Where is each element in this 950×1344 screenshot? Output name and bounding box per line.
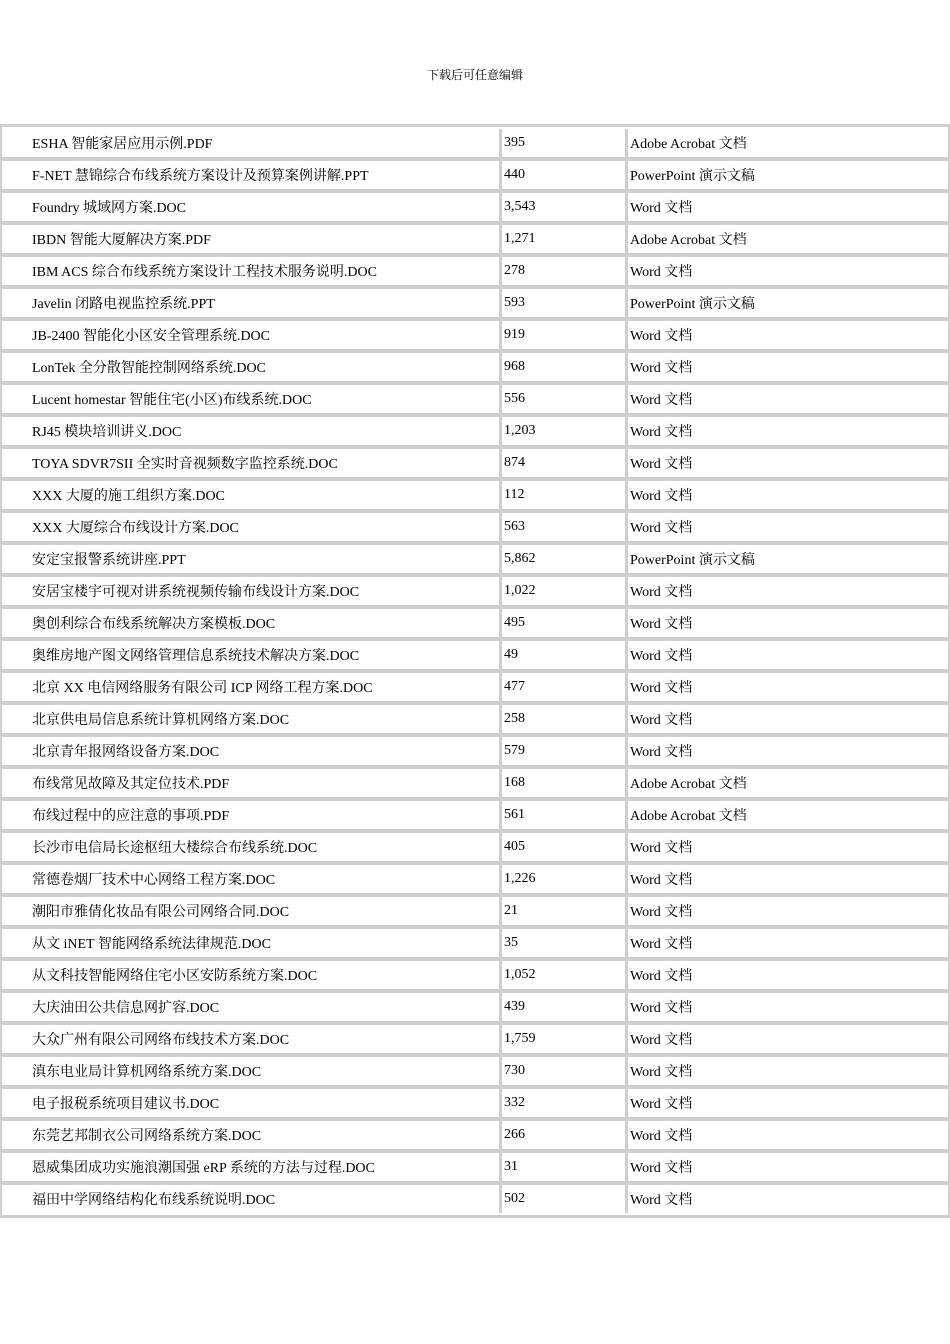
file-name-cell: 滇东电业局计算机网络系统方案.DOC [2,1057,502,1089]
file-type-cell: Word 文档 [628,321,948,353]
table-row [2,929,948,961]
table-row [2,769,948,801]
table-row [2,257,948,289]
file-type-cell: Adobe Acrobat 文档 [628,225,948,257]
file-name-cell: Lucent homestar 智能住宅(小区)布线系统.DOC [2,385,502,417]
table-row [2,833,948,865]
table-row [2,449,948,481]
table-row [2,801,948,833]
file-type-cell: Adobe Acrobat 文档 [628,801,948,833]
file-name-cell: 大众广州有限公司网络布线技术方案.DOC [2,1025,502,1057]
file-name-cell: ESHA 智能家居应用示例.PDF [2,129,502,161]
file-type-cell: Word 文档 [628,1089,948,1121]
file-type-cell: Word 文档 [628,897,948,929]
file-size-cell: 1,052 [502,961,628,993]
file-size-cell: 3,543 [502,193,628,225]
table-row [2,545,948,577]
file-type-cell: PowerPoint 演示文稿 [628,161,948,193]
file-size-cell: 49 [502,641,628,673]
file-type-cell: Word 文档 [628,577,948,609]
file-type-cell: Word 文档 [628,673,948,705]
file-size-cell: 112 [502,481,628,513]
file-name-cell: XXX 大厦综合布线设计方案.DOC [2,513,502,545]
table-row [2,737,948,769]
file-type-cell: Word 文档 [628,705,948,737]
file-size-cell: 21 [502,897,628,929]
table-row [2,513,948,545]
file-name-cell: 布线过程中的应注意的事项.PDF [2,801,502,833]
file-size-cell: 593 [502,289,628,321]
file-name-cell: XXX 大厦的施工组织方案.DOC [2,481,502,513]
file-type-cell: Adobe Acrobat 文档 [628,129,948,161]
file-size-cell: 1,271 [502,225,628,257]
file-type-cell: PowerPoint 演示文稿 [628,545,948,577]
file-size-cell: 919 [502,321,628,353]
file-type-cell: Word 文档 [628,257,948,289]
table-row [2,961,948,993]
file-type-cell: Word 文档 [628,1153,948,1185]
file-name-cell: 从文科技智能网络住宅小区安防系统方案.DOC [2,961,502,993]
table-row [2,865,948,897]
file-type-cell: Word 文档 [628,609,948,641]
table-row [2,1153,948,1185]
file-size-cell: 1,203 [502,417,628,449]
table-row [2,129,948,161]
file-type-cell: Word 文档 [628,929,948,961]
file-name-cell: 安定宝报警系统讲座.PPT [2,545,502,577]
file-type-cell: Word 文档 [628,993,948,1025]
table-row [2,385,948,417]
file-type-cell: Word 文档 [628,385,948,417]
file-size-cell: 561 [502,801,628,833]
file-name-cell: 布线常见故障及其定位技术.PDF [2,769,502,801]
file-type-cell: Word 文档 [628,449,948,481]
table-row [2,417,948,449]
file-size-cell: 405 [502,833,628,865]
file-type-cell: Word 文档 [628,1025,948,1057]
file-type-cell: Word 文档 [628,833,948,865]
table-row [2,321,948,353]
file-name-cell: 电子报税系统项目建议书.DOC [2,1089,502,1121]
table-row [2,641,948,673]
file-size-cell: 278 [502,257,628,289]
file-size-cell: 35 [502,929,628,961]
file-type-cell: Word 文档 [628,1057,948,1089]
file-type-cell: Word 文档 [628,737,948,769]
file-name-cell: 安居宝楼宇可视对讲系统视频传输布线设计方案.DOC [2,577,502,609]
file-size-cell: 730 [502,1057,628,1089]
table-row [2,897,948,929]
file-name-cell: 福田中学网络结构化布线系统说明.DOC [2,1185,502,1213]
file-type-cell: Word 文档 [628,193,948,225]
file-name-cell: 北京青年报网络设备方案.DOC [2,737,502,769]
file-name-cell: F-NET 慧锦综合布线系统方案设计及预算案例讲解.PPT [2,161,502,193]
file-name-cell: 奥维房地产图文网络管理信息系统技术解决方案.DOC [2,641,502,673]
file-size-cell: 258 [502,705,628,737]
file-name-cell: Javelin 闭路电视监控系统.PPT [2,289,502,321]
file-size-cell: 968 [502,353,628,385]
file-list-table [0,124,950,1218]
table-row [2,161,948,193]
table-row [2,609,948,641]
file-name-cell: 常德卷烟厂技术中心网络工程方案.DOC [2,865,502,897]
file-name-cell: RJ45 模块培训讲义.DOC [2,417,502,449]
file-size-cell: 1,022 [502,577,628,609]
table-row [2,289,948,321]
file-size-cell: 874 [502,449,628,481]
file-name-cell: 恩威集团成功实施浪潮国强 eRP 系统的方法与过程.DOC [2,1153,502,1185]
file-name-cell: JB-2400 智能化小区安全管理系统.DOC [2,321,502,353]
table-row [2,993,948,1025]
table-row [2,353,948,385]
file-type-cell: Adobe Acrobat 文档 [628,769,948,801]
file-type-cell: Word 文档 [628,1121,948,1153]
file-name-cell: 长沙市电信局长途枢纽大楼综合布线系统.DOC [2,833,502,865]
file-name-cell: 大庆油田公共信息网扩容.DOC [2,993,502,1025]
file-name-cell: Foundry 城域网方案.DOC [2,193,502,225]
file-size-cell: 1,759 [502,1025,628,1057]
file-size-cell: 31 [502,1153,628,1185]
file-type-cell: Word 文档 [628,641,948,673]
file-size-cell: 495 [502,609,628,641]
table-row [2,1089,948,1121]
file-size-cell: 395 [502,129,628,161]
file-size-cell: 502 [502,1185,628,1213]
file-size-cell: 1,226 [502,865,628,897]
file-size-cell: 439 [502,993,628,1025]
file-type-cell: Word 文档 [628,513,948,545]
file-size-cell: 563 [502,513,628,545]
table-row [2,1057,948,1089]
file-type-cell: PowerPoint 演示文稿 [628,289,948,321]
file-name-cell: LonTek 全分散智能控制网络系统.DOC [2,353,502,385]
file-type-cell: Word 文档 [628,417,948,449]
file-size-cell: 266 [502,1121,628,1153]
table-row [2,1025,948,1057]
table-row [2,193,948,225]
file-type-cell: Word 文档 [628,353,948,385]
file-name-cell: IBM ACS 综合布线系统方案设计工程技术服务说明.DOC [2,257,502,289]
file-list-body [2,129,948,1213]
file-name-cell: 奥创利综合布线系统解决方案模板.DOC [2,609,502,641]
file-name-cell: IBDN 智能大厦解决方案.PDF [2,225,502,257]
file-size-cell: 168 [502,769,628,801]
file-name-cell: 潮阳市雅倩化妆品有限公司网络合同.DOC [2,897,502,929]
table-row [2,705,948,737]
file-size-cell: 440 [502,161,628,193]
file-size-cell: 477 [502,673,628,705]
file-name-cell: 北京 XX 电信网络服务有限公司 ICP 网络工程方案.DOC [2,673,502,705]
file-size-cell: 332 [502,1089,628,1121]
table-row [2,673,948,705]
table-row [2,1185,948,1213]
file-size-cell: 556 [502,385,628,417]
file-size-cell: 579 [502,737,628,769]
file-name-cell: 北京供电局信息系统计算机网络方案.DOC [2,705,502,737]
table-row [2,577,948,609]
file-name-cell: TOYA SDVR7SII 全实时音视频数字监控系统.DOC [2,449,502,481]
file-name-cell: 从文 iNET 智能网络系统法律规范.DOC [2,929,502,961]
file-type-cell: Word 文档 [628,865,948,897]
file-name-cell: 东莞艺邦制衣公司网络系统方案.DOC [2,1121,502,1153]
page-header: 下载后可任意编辑 [426,68,523,82]
file-size-cell: 5,862 [502,545,628,577]
file-type-cell: Word 文档 [630,1193,693,1208]
table-row [2,481,948,513]
table-row [2,1121,948,1153]
file-type-cell: Word 文档 [628,481,948,513]
file-type-cell: Word 文档 [628,961,948,993]
table-row [2,225,948,257]
